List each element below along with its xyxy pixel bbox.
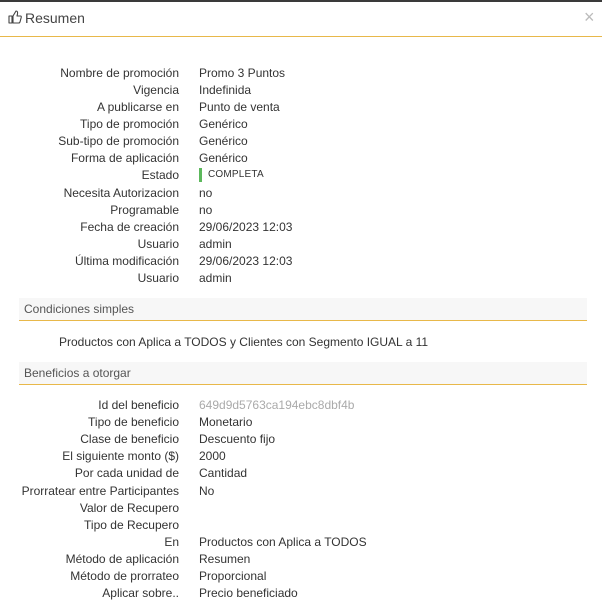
summary-row-created-user	[0, 237, 602, 254]
field-value: Precio beneficiado	[199, 586, 298, 600]
field-label: Prorratear entre Participantes	[21, 484, 179, 498]
field-value: Genérico	[199, 134, 248, 148]
benefit-row-en	[0, 535, 602, 552]
summary-row-programable	[0, 203, 602, 220]
field-label: Forma de aplicación	[70, 151, 179, 165]
thumbs-up-icon	[8, 10, 22, 24]
field-label: Estado	[141, 168, 179, 182]
field-label: A publicarse en	[96, 100, 179, 114]
field-value: Cantidad	[199, 466, 248, 480]
benefit-row-class	[0, 432, 602, 449]
field-value: no	[199, 203, 213, 217]
field-label: Tipo de promoción	[80, 117, 179, 131]
section-title: Beneficios a otorgar	[24, 366, 131, 380]
field-label: Id del beneficio	[98, 398, 179, 412]
field-label: Por cada unidad de	[74, 466, 179, 480]
conditions-text: Productos con Aplica a TODOS y Clientes con Segmento IGUAL a 11	[59, 335, 429, 349]
field-value: Genérico	[199, 151, 248, 165]
field-label: Método de prorrateo	[70, 569, 179, 583]
benefit-row-id	[0, 398, 602, 415]
field-value: Promo 3 Puntos	[199, 66, 286, 80]
field-value: Resumen	[199, 552, 251, 566]
field-label: El siguiente monto ($)	[62, 449, 179, 463]
field-value: Monetario	[199, 415, 253, 429]
summary-row-needs-auth	[0, 186, 602, 203]
summary-row-vigencia	[0, 83, 602, 100]
field-label: Programable	[110, 203, 179, 217]
field-label: Nombre de promoción	[60, 66, 179, 80]
summary-row-promo-name	[0, 66, 602, 83]
field-value: 29/06/2023 12:03	[199, 254, 293, 268]
close-button[interactable]: ×	[584, 7, 595, 27]
field-label: Sub-tipo de promoción	[58, 134, 179, 148]
section-header-conditions	[19, 298, 587, 321]
field-value: Productos con Aplica a TODOS	[199, 535, 367, 549]
section-header-benefits	[19, 362, 587, 385]
summary-row-publish	[0, 100, 602, 117]
summary-row-status	[0, 168, 602, 185]
dialog-title: Resumen	[25, 10, 85, 26]
section-title: Condiciones simples	[24, 302, 135, 316]
field-label: En	[164, 535, 179, 549]
benefit-row-prorate	[0, 484, 602, 501]
field-value: no	[199, 186, 213, 200]
benefit-row-recovery-value	[0, 501, 602, 518]
field-value: Genérico	[199, 117, 248, 131]
field-value: Punto de venta	[199, 100, 280, 114]
summary-row-type	[0, 117, 602, 134]
field-label: Método de aplicación	[65, 552, 179, 566]
field-value: 29/06/2023 12:03	[199, 220, 293, 234]
field-value: 2000	[199, 449, 226, 463]
field-value: admin	[199, 237, 232, 251]
status-badge: COMPLETA	[199, 168, 264, 182]
field-label: Tipo de Recupero	[84, 518, 179, 532]
field-value: Proporcional	[199, 569, 267, 583]
summary-row-subtype	[0, 134, 602, 151]
benefit-row-unit	[0, 466, 602, 483]
summary-row-modified-user	[0, 271, 602, 288]
benefit-row-apply-on	[0, 586, 602, 603]
field-label: Última modificación	[74, 254, 179, 268]
field-label: Valor de Recupero	[79, 501, 179, 515]
field-value: admin	[199, 271, 232, 285]
benefit-row-apply-method	[0, 552, 602, 569]
field-value: Indefinida	[199, 83, 252, 97]
field-value: 649d9d5763ca194ebc8dbf4b	[199, 398, 355, 412]
summary-row-apply-form	[0, 151, 602, 168]
field-label: Clase de beneficio	[80, 432, 179, 446]
field-label: Necesita Autorizacion	[63, 186, 179, 200]
benefit-row-prorate-method	[0, 569, 602, 586]
field-label: Usuario	[137, 237, 179, 251]
benefit-row-amount	[0, 449, 602, 466]
field-label: Aplicar sobre..	[102, 586, 179, 600]
benefit-row-type	[0, 415, 602, 432]
field-label: Vigencia	[133, 83, 179, 97]
field-label: Usuario	[137, 271, 179, 285]
field-value: No	[199, 484, 215, 498]
field-label: Fecha de creación	[80, 220, 179, 234]
dialog-header	[0, 2, 602, 37]
field-value: Descuento fijo	[199, 432, 276, 446]
summary-row-created	[0, 220, 602, 237]
field-label: Tipo de beneficio	[88, 415, 179, 429]
summary-row-modified	[0, 254, 602, 271]
benefit-row-recovery-type	[0, 518, 602, 535]
